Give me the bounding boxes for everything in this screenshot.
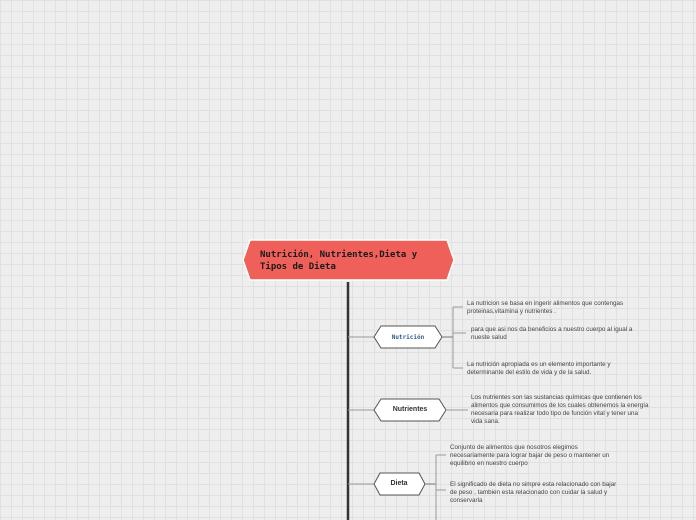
leaf-nutricion-3: La nutrición apropiada es un elemento importante y determinante del estilo de vida y de la salud.: [467, 361, 611, 376]
leaf-nutricion-2: para que asi nos da beneficios a nuestro cuerpo al igual a nueste salud: [471, 326, 633, 341]
leaf-dieta-2: El significado de dieta no simpre esta relacionado con bajar de peso , tambien esta relacionado con cuidar la salud y conservarla: [450, 481, 617, 504]
node-nutrientes-label: Nutrientes: [392, 406, 428, 413]
node-nutricion-label: Nutrición: [391, 334, 425, 341]
leaf-nutricion-1: La nutricion se basa en ingerir alimentos que contengas proteinas,vitamina y nutrientes .: [467, 300, 624, 315]
root-title: Nutrición, Nutrientes,Dieta y Tipos de Dieta: [260, 250, 418, 272]
leaf-dieta-1: Conjunto de alimentos que nosotros elegimos necesariamente para lograr bajar de peso o mantener un equilibrio en nuestro cuerpo: [450, 444, 610, 467]
node-dieta-label: Dieta: [390, 480, 408, 487]
leaf-nutrientes-1: Los nutrientes son las sustancias químicas que contienen los alimentos que consumimos de los cuales obtenemos la energía necesaria para realizar todo tipo de función vital y tener una vida sana.: [471, 394, 649, 425]
